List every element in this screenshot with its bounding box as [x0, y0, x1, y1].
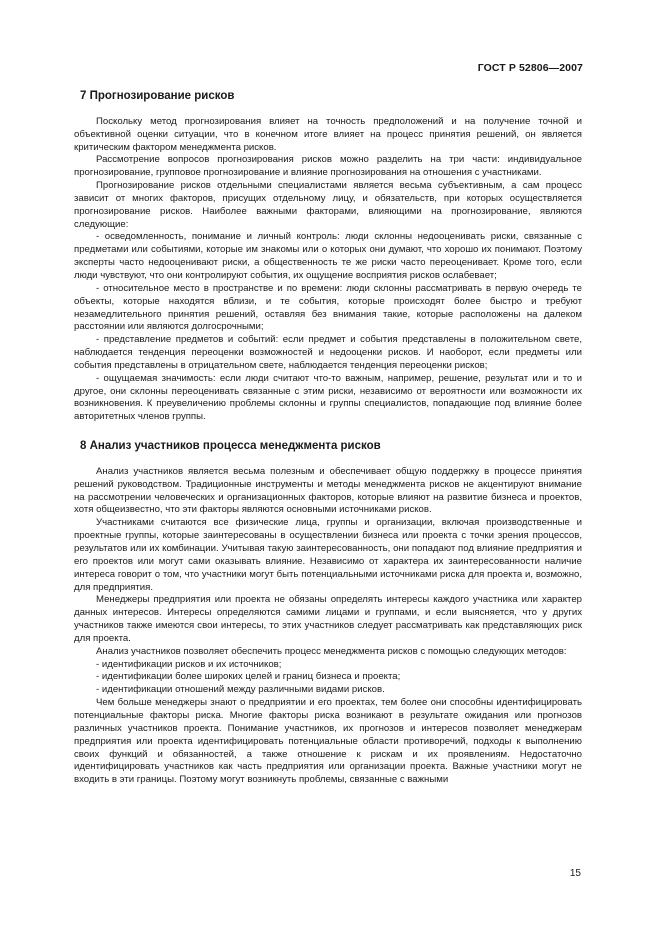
section-stakeholder-analysis [74, 440, 582, 787]
document-body [74, 90, 582, 787]
list-item: - ощущаемая значимость: если люди считают что-то важным, например, решение, результат или и то и другое, они склонны переоценивать связанные с этим риски, независимо от вероятности или возможности их возникновения. К преувеличению проблемы склонны и группы специалистов, попадающие под влияние более авторитетных членов группы. [74, 372, 582, 423]
page-number: 15 [569, 868, 581, 879]
list-item: - идентификации рисков и их источников; [96, 658, 282, 670]
section-forecasting-risks [74, 90, 582, 424]
list-item: - идентификации более широких целей и границ бизнеса и проекта; [96, 671, 401, 683]
section-title: 8 Анализ участников процесса менеджмента рисков [80, 440, 381, 453]
paragraph: Анализ участников является весьма полезным и обеспечивает общую поддержку в процессе принятия решений руководством. Традиционные инструменты и методы менеджмента рисков не акцентируют внимание на рассмотрении человеческих и организационных факторов, которые влияют на развитие бизнеса и проектов, хотя общеизвестно, что эти факторы являются основными источниками рисков. [74, 465, 582, 516]
list-item: - осведомленность, понимание и личный контроль: люди склонны недооценивать риски, связанные с предметами или событиями, которые им знакомы или о которых они думают, что хорошо их понимают. Поэтому эксперты часто недооценивают риски, а общественность те же риски часто переоценивает. Кроме того, если люди чувствуют, что они контролируют события, их ощущение восприятия рисков ослабевает; [74, 231, 582, 281]
paragraph: Анализ участников позволяет обеспечить процесс менеджмента рисков с помощью следующих методов: [96, 645, 567, 657]
list-item: - идентификации отношений между различными видами рисков. [96, 684, 385, 696]
standard-designation: ГОСТ Р 52806—2007 [477, 62, 583, 74]
list-item: - относительное место в пространстве и по времени: люди склонны рассматривать в первую очередь те объекты, которые находятся вблизи, и те события, которые происходят более быстро и требуют незамедлительного принятия решений, оставляя без внимания такие, которые расположены на далеком расстоянии или являются долгосрочными; [74, 282, 582, 333]
paragraph: Поскольку метод прогнозирования влияет на точность предположений и на получение точной и объективной оценки ситуации, что в конечном итоге влияет на процесс принятия решений, он является критическим фактором менеджмента рисков. [74, 115, 582, 153]
paragraph: Менеджеры предприятия или проекта не обязаны определять интересы каждого участника или характер данных интересов. Интересы определяются самими лицами и группами, и если выясняется, что у других участников также имеются свои интересы, то этих участников следует рассматривать как представляющих риск для проекта. [74, 594, 582, 644]
list-item: - представление предметов и событий: если предмет и события представлены в положительном свете, наблюдается тенденция переоценки возможностей и недооценки рисков. И наоборот, если предметы или события представлены в отрицательном свете, наблюдается тенденция переоценки рисков; [74, 334, 582, 371]
paragraph: Чем больше менеджеры знают о предприятии и его проектах, тем более они способны идентифицировать потенциальные факторы риска. Многие факторы риска возникают в результате ожидания или прогнозов различных участников проекта. Понимание участников, их прогнозов и интересов позволяет менеджерам предприятия или проекта идентифицировать потенциальные области противоречий, подходы к выполнению своих функций и обязанностей, а также отношение к рискам и их проявлениям. Недостаточно идентифицировать участников как часть предприятия или организации проекта. Важные участники могут не входить в эти границы. Поэтому могут возникнуть проблемы, связанные с важными [74, 697, 582, 786]
paragraph: Прогнозирование рисков отдельными специалистами является весьма субъективным, а сам процесс зависит от многих факторов, присущих отдельному лицу, и обязательств, при которых осуществляется прогнозирование рисков. Наиболее важными факторами, влияющими на прогнозирование, являются следующие: [74, 180, 582, 230]
paragraph: Участниками считаются все физические лица, группы и организации, включая производственные и проектные группы, которые заинтересованы в осуществлении бизнеса или проекта с точки зрения процессов, результатов или их комбинации. Учитывая такую заинтересованность, они попадают под влияние предприятия и его проектов или могут сами оказывать влияние. Независимо от характера их заинтересованности наличие интереса говорит о том, что участники могут быть потенциальными источниками риска для проекта и, возможно, для предприятия. [74, 517, 582, 593]
paragraph: Рассмотрение вопросов прогнозирования рисков можно разделить на три части: индивидуальное прогнозирование, групповое прогнозирование и влияние прогнозирования на отношения с участниками. [74, 154, 582, 179]
section-title: 7 Прогнозирование рисков [80, 90, 235, 102]
